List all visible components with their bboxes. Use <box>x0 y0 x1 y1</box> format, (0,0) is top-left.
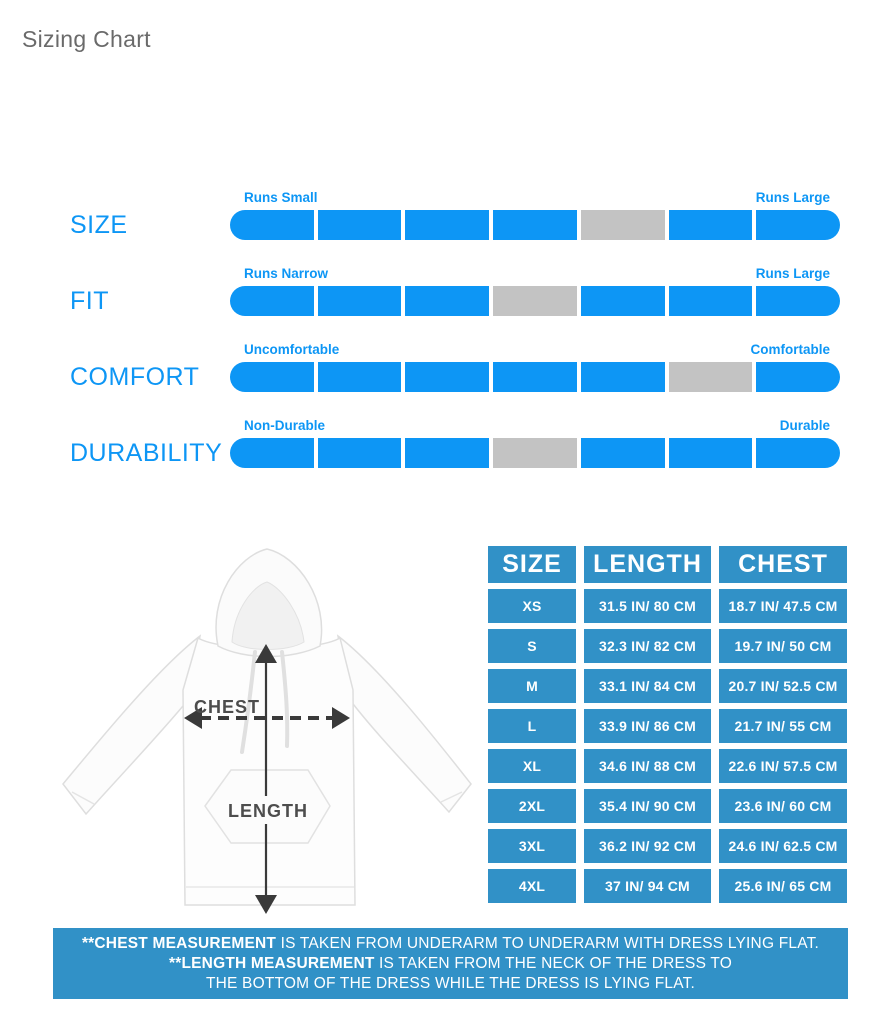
chest-cell: 19.7 IN/ 50 CM <box>719 629 847 663</box>
size-cell: XL <box>488 749 576 783</box>
rating-bar-area <box>230 190 840 240</box>
hoodie-left-sleeve <box>63 636 200 814</box>
size-cell: 3XL <box>488 829 576 863</box>
rating-segment-marker <box>669 362 753 392</box>
footnote-line-length2: THE BOTTOM OF THE DRESS WHILE THE DRESS IS LYING FLAT. <box>205 974 696 992</box>
rating-bar <box>230 286 840 316</box>
rating-right-label: Durable <box>779 418 830 433</box>
page-title: Sizing Chart <box>22 26 151 52</box>
rating-right-label: Comfortable <box>750 342 830 357</box>
length-cell: 32.3 IN/ 82 CM <box>584 629 711 663</box>
rating-segment <box>756 210 840 240</box>
rating-left-label: Runs Narrow <box>244 266 329 281</box>
rating-segment <box>405 438 489 468</box>
length-measure-label: LENGTH <box>228 801 308 821</box>
size-cell: M <box>488 669 576 703</box>
chest-cell: 18.7 IN/ 47.5 CM <box>719 589 847 623</box>
size-cell: 2XL <box>488 789 576 823</box>
footnote-line-length: **LENGTH MEASUREMENT IS TAKEN FROM THE NECK OF THE DRESS TO <box>169 954 732 972</box>
rating-segment <box>230 286 314 316</box>
rating-segment-marker <box>581 210 665 240</box>
rating-right-label: Runs Large <box>755 190 830 205</box>
rating-segment <box>581 438 665 468</box>
rating-segment <box>230 438 314 468</box>
rating-segment <box>493 210 577 240</box>
chest-cell: 21.7 IN/ 55 CM <box>719 709 847 743</box>
rating-label: DURABILITY <box>70 439 223 467</box>
size-table-header-size: SIZE <box>488 546 576 583</box>
rating-segment <box>405 210 489 240</box>
rating-segment <box>581 286 665 316</box>
rating-bar <box>230 210 840 240</box>
length-cell: 33.1 IN/ 84 CM <box>584 669 711 703</box>
rating-segment <box>405 362 489 392</box>
size-cell: S <box>488 629 576 663</box>
size-cell: XS <box>488 589 576 623</box>
rating-segment <box>756 286 840 316</box>
rating-segment <box>669 286 753 316</box>
hoodie-right-sleeve <box>338 636 471 812</box>
chest-cell: 20.7 IN/ 52.5 CM <box>719 669 847 703</box>
length-cell: 34.6 IN/ 88 CM <box>584 749 711 783</box>
rating-bars-section <box>0 190 887 494</box>
rating-segment <box>669 438 753 468</box>
rating-segment-marker <box>493 286 577 316</box>
rating-segment <box>669 210 753 240</box>
rating-left-label: Uncomfortable <box>244 342 340 357</box>
measurement-footnote <box>53 928 848 999</box>
rating-bar-area <box>230 266 840 316</box>
hoodie-image <box>58 540 480 926</box>
rating-left-label: Runs Small <box>244 190 318 205</box>
rating-segment <box>405 286 489 316</box>
footnote-line-chest: **CHEST MEASUREMENT IS TAKEN FROM UNDERARM TO UNDERARM WITH DRESS LYING FLAT. <box>81 934 820 952</box>
length-cell: 33.9 IN/ 86 CM <box>584 709 711 743</box>
rating-row-fit <box>0 266 887 316</box>
size-table-header-length: LENGTH <box>584 546 711 583</box>
rating-bar <box>230 362 840 392</box>
chest-measure-label: CHEST <box>194 697 261 717</box>
length-cell: 36.2 IN/ 92 CM <box>584 829 711 863</box>
rating-label: SIZE <box>70 211 128 239</box>
rating-row-comfort <box>0 342 887 392</box>
rating-segment <box>318 362 402 392</box>
rating-bar <box>230 438 840 468</box>
rating-segment <box>756 438 840 468</box>
rating-segment <box>756 362 840 392</box>
rating-row-size <box>0 190 887 240</box>
size-table <box>488 546 848 903</box>
rating-segment <box>230 362 314 392</box>
length-cell: 31.5 IN/ 80 CM <box>584 589 711 623</box>
size-cell: 4XL <box>488 869 576 903</box>
rating-segment <box>581 362 665 392</box>
length-cell: 35.4 IN/ 90 CM <box>584 789 711 823</box>
rating-bar-area <box>230 342 840 392</box>
rating-right-label: Runs Large <box>755 266 830 281</box>
rating-label: COMFORT <box>70 363 200 391</box>
rating-segment <box>493 362 577 392</box>
chest-cell: 24.6 IN/ 62.5 CM <box>719 829 847 863</box>
rating-segment <box>318 210 402 240</box>
rating-bar-area <box>230 418 840 468</box>
length-cell: 37 IN/ 94 CM <box>584 869 711 903</box>
rating-row-durability <box>0 418 887 468</box>
rating-segment <box>318 286 402 316</box>
hoodie-measurement-diagram <box>58 540 480 926</box>
rating-left-label: Non-Durable <box>244 418 325 433</box>
rating-segment-marker <box>493 438 577 468</box>
size-table-header-chest: CHEST <box>719 546 847 583</box>
rating-segment <box>230 210 314 240</box>
size-cell: L <box>488 709 576 743</box>
rating-segment <box>318 438 402 468</box>
chest-cell: 25.6 IN/ 65 CM <box>719 869 847 903</box>
chest-cell: 23.6 IN/ 60 CM <box>719 789 847 823</box>
rating-label: FIT <box>70 287 109 315</box>
chest-cell: 22.6 IN/ 57.5 CM <box>719 749 847 783</box>
